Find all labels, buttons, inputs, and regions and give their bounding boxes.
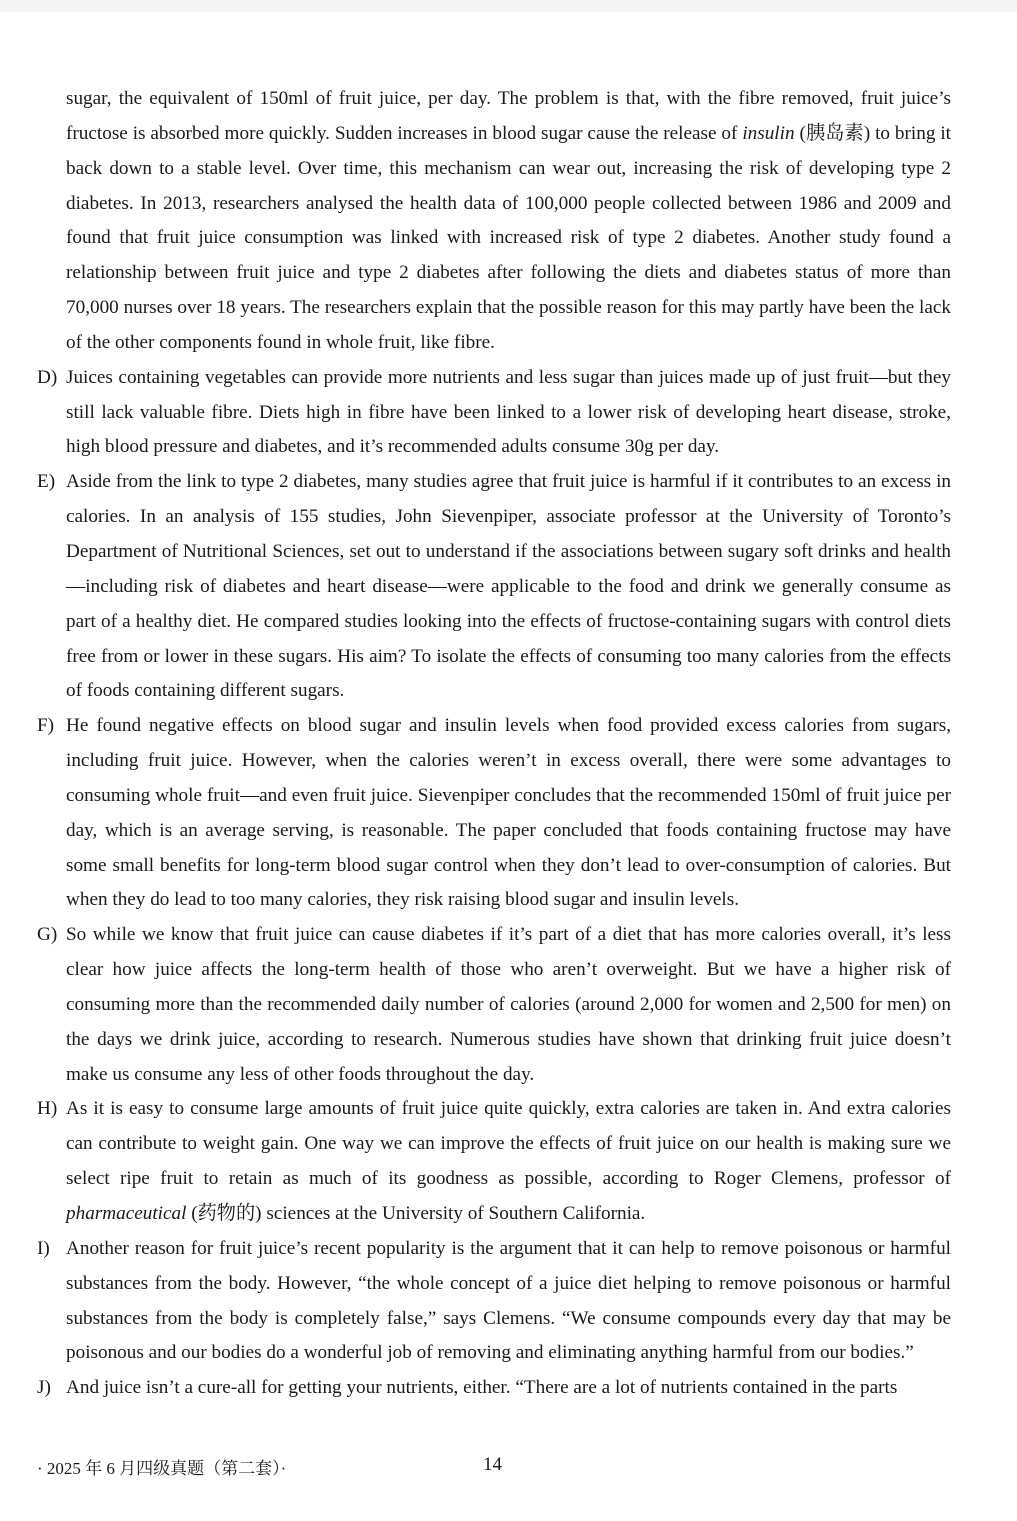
text-segment: (药物的) sciences at the University of Southern California. <box>186 1203 646 1224</box>
footer-source: · 2025 年 6 月四级真题（第二套）· <box>37 1459 287 1478</box>
paragraph-h <box>37 1092 951 1231</box>
paragraph-label: I) <box>37 1237 50 1259</box>
italic-term: insulin <box>742 122 795 144</box>
paragraph-label: F) <box>37 715 55 737</box>
text-segment: sugar, the equivalent of 150ml of fruit juice, per day. The problem is that, with the fibre removed, fruit juice’s fructose is absorbed more quickly. Sudden increases in blood sugar cause the release of <box>66 88 951 144</box>
paragraph-c-continued <box>37 82 951 361</box>
paragraph-f <box>37 709 951 918</box>
paragraph-e <box>37 465 951 709</box>
paragraph-d <box>37 361 951 466</box>
italic-term: pharmaceutical <box>66 1203 187 1224</box>
paragraph-label: G) <box>37 924 58 946</box>
paragraph-text: Juices containing vegetables can provide more nutrients and less sugar than juices made up of just fruit—but they still lack valuable fibre. Diets high in fibre have been linked to a lower risk of developing heart disease, stroke, high blood pressure and diabetes, and it’s recommended adults consume 30g per day. <box>66 366 951 458</box>
article-body <box>37 82 951 1406</box>
paragraph-text: He found negative effects on blood sugar and insulin levels when food provided excess calories from sugars, including fruit juice. However, when the calories weren’t in excess overall, there were some advantages to consuming whole fruit—and even fruit juice. Sievenpiper concludes that the recommended 150ml of fruit juice per day, which is an average serving, is reasonable. The paper concluded that foods containing fructose may have some small benefits for long-term blood sugar control when they don’t lead to over-consumption of calories. But when they do lead to too many calories, they risk raising blood sugar and insulin levels. <box>66 715 951 911</box>
paragraph-text: So while we know that fruit juice can cause diabetes if it’s part of a diet that has more calories overall, it’s less clear how juice affects the long-term health of those who aren’t overweight. But we have a higher risk of consuming more than the recommended daily number of calories (around 2,000 for women and 2,500 for men) on the days we drink juice, according to research. Numerous studies have shown that drinking fruit juice doesn’t make us consume any less of other foods throughout the day. <box>66 924 951 1085</box>
top-bar <box>0 0 1017 12</box>
paragraph-label: H) <box>37 1098 58 1120</box>
paragraph-text: Aside from the link to type 2 diabetes, many studies agree that fruit juice is harmful if it contributes to an excess in calories. In an analysis of 155 studies, John Sievenpiper, associate professor at the University of Toronto’s Department of Nutritional Sciences, set out to understand if the associations between sugary soft drinks and health—including risk of diabetes and heart disease—were applicable to the food and drink we generally consume as part of a healthy diet. He compared studies looking into the effects of fructose-containing sugars with control diets free from or lower in these sugars. His aim? To isolate the effects of consuming too many calories from the effects of foods containing different sugars. <box>66 471 951 702</box>
paragraph-text: And juice isn’t a cure-all for getting your nutrients, either. “There are a lot of nutrients contained in the parts <box>66 1377 898 1399</box>
page-number: 14 <box>483 1454 502 1475</box>
paragraph-j <box>37 1371 951 1406</box>
paragraph-label: E) <box>37 471 56 493</box>
paragraph-label: J) <box>37 1377 51 1399</box>
paragraph-g <box>37 918 951 1092</box>
text-segment: (胰岛素) to bring it back down to a stable level. Over time, this mechanism can wear out, increasing the risk of developing type 2 diabetes. In 2013, researchers analysed the health data of 100,000 people collected between 1986 and 2009 and found that fruit juice consumption was linked with increased risk of type 2 diabetes. Another study found a relationship between fruit juice and type 2 diabetes after following the diets and diabetes status of more than 70,000 nurses over 18 years. The researchers explain that the possible reason for this may partly have been the lack of the other components found in whole fruit, like fibre. <box>66 122 951 353</box>
text-segment: As it is easy to consume large amounts of fruit juice quite quickly, extra calories are taken in. And extra calories can contribute to weight gain. One way we can improve the effects of fruit juice on our health is making sure we select ripe fruit to retain as much of its goodness as possible, according to Roger Clemens, professor of <box>66 1098 951 1190</box>
paragraph-label: D) <box>37 366 58 388</box>
paragraph-text: Another reason for fruit juice’s recent popularity is the argument that it can help to remove poisonous or harmful substances from the body. However, “the whole concept of a juice diet helping to remove poisonous or harmful substances from the body is completely false,” says Clemens. “We consume compounds every day that may be poisonous and our bodies do a wonderful job of removing and eliminating anything harmful from our bodies.” <box>66 1237 951 1364</box>
paragraph-i <box>37 1232 951 1371</box>
